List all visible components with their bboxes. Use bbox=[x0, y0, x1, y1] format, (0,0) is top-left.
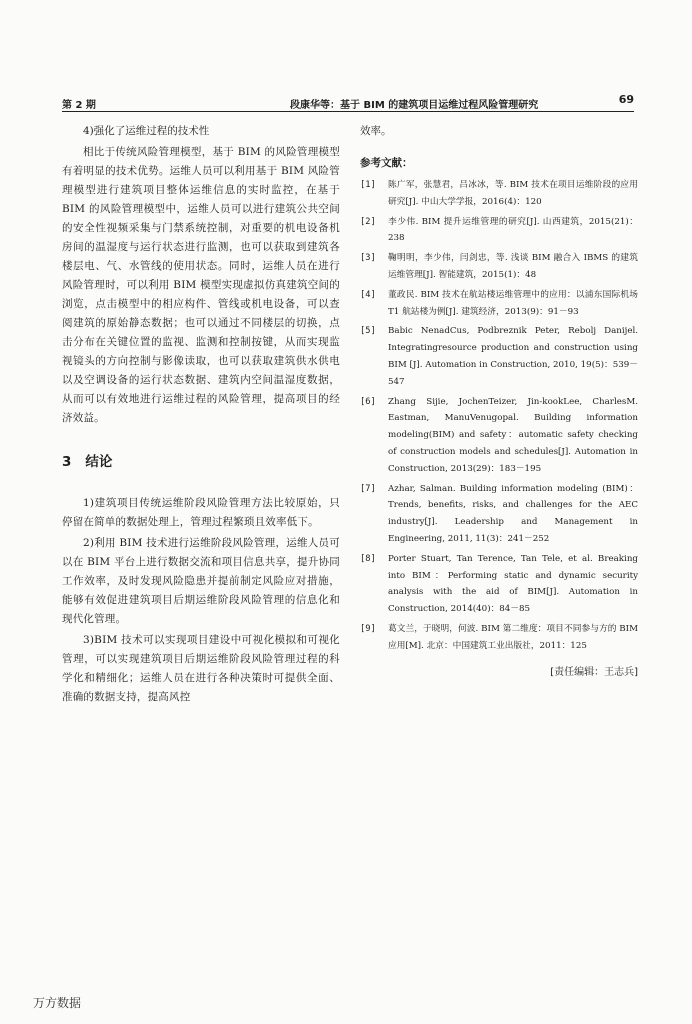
references-title: 参考文献： bbox=[360, 157, 413, 169]
reference-text: Azhar, Salman. Building information modeling (BIM)：Trends, benefits, risks, and challenges for the AEC industry[J]. Leadership and Management in Engineering, 2011, 11(3)：241－252 bbox=[388, 483, 638, 544]
conclusion-item: 3)BIM 技术可以实现项目建设中可视化模拟和可视化管理，可以实现建筑项目后期运维阶段风险管理过程的科学化和精细化；运维人员在进行各种决策时可提供全面、准确的数据支持，提高风控 bbox=[62, 634, 340, 703]
reference-item bbox=[360, 287, 638, 321]
reference-item bbox=[360, 621, 638, 655]
conclusion-item: 2)利用 BIM 技术进行运维阶段风险管理，运维人员可以在 BIM 平台上进行数据交流和项目信息共享，提升协同工作效率，及时发现风险隐患并提前制定风险应对措施，能够有效促进建筑项目后期运维阶段风险管理的信息化和现代化管理。 bbox=[62, 537, 340, 625]
reference-index: [1] bbox=[360, 180, 376, 190]
reference-text: 葛文兰，于晓明，何波. BIM 第二维度：项目不同参与方的 BIM 应用[M]. 北京：中国建筑工业出版社，2011：125 bbox=[388, 623, 638, 651]
reference-index: [6] bbox=[360, 396, 376, 407]
reference-text: Porter Stuart, Tan Terence, Tan Tele, et al. Breaking into BIM：Performing static and dynamic security analysis with the aid of BIM[J]. Automation in Construction, 2014(40)：84－85 bbox=[388, 553, 638, 615]
page-number: 69 bbox=[618, 93, 634, 106]
reference-text: 鞠明明，李少伟，闫剑忠，等. 浅谈 BIM 融合入 IBMS 的建筑运维管理[J]. 智能建筑，2015(1)：48 bbox=[388, 253, 638, 280]
body-paragraph: 相比于传统风险管理模型，基于 BIM 的风险管理模型有着明显的技术优势。运维人员可以利用基于 BIM 风险管理模型进行建筑项目整体运维信息的实时监控，在基于 BIM 的风险管理模型中，运维人员可以进行建筑公共空间的安全性视频采集与门禁系统控制，对重要的机电设备机房间的温湿度与运行状态进行监测，也可以获取到建筑各楼层电、气、水管线的使用状态。同时，运维人员在进行风险管理时，可以利用 BIM 模型实现虚拟仿真建筑空间的浏览，点击模型中的相应构件、管线或机电设备，可以查阅建筑的原始静态数据；也可以通过不同楼层的切换，点击分布在关键位置的监视、监测和控制按键，从而实现监视镜头的方向控制与影像读取，也可以获取建筑供水供电以及空调设备的运行状态数据、建筑内空间温湿度数据，从而可以有效地进行运维过程的风险管理，提高项目的经济效益。 bbox=[62, 146, 340, 424]
section-number: 3 bbox=[62, 454, 72, 470]
continuation-text: 效率。 bbox=[360, 125, 392, 137]
reference-item bbox=[360, 323, 638, 390]
left-column bbox=[62, 122, 340, 709]
responsible-editor: [责任编辑：王志兵] bbox=[550, 666, 638, 678]
reference-index: [8] bbox=[360, 553, 376, 564]
running-title: 段康华等：基于 BIM 的建筑项目运维过程风险管理研究 bbox=[290, 100, 539, 111]
wanfang-logo: 万方数据 bbox=[33, 996, 82, 1010]
reference-item bbox=[360, 481, 638, 548]
reference-text: 董政民. BIM 技术在航站楼运维管理中的应用：以浦东国际机场 T1 航站楼为例[J]. 建筑经济，2013(9)：91－93 bbox=[388, 289, 638, 317]
reference-list bbox=[360, 177, 638, 655]
header-rule bbox=[62, 111, 634, 112]
reference-index: [3] bbox=[360, 253, 376, 264]
reference-item bbox=[360, 394, 638, 478]
section-title: 结论 bbox=[85, 454, 113, 470]
reference-item bbox=[360, 177, 638, 211]
reference-item bbox=[360, 551, 638, 618]
conclusion-item: 1)建筑项目传统运维阶段风险管理方法比较原始，只停留在简单的数据处理上，管理过程繁琐且效率低下。 bbox=[62, 497, 340, 528]
reference-item bbox=[360, 214, 638, 248]
reference-index: [4] bbox=[360, 289, 376, 300]
reference-index: [7] bbox=[360, 483, 376, 494]
subheading: 4)强化了运维过程的技术性 bbox=[83, 125, 210, 137]
reference-index: [2] bbox=[360, 216, 376, 227]
page-header bbox=[62, 93, 634, 111]
section-heading bbox=[62, 450, 340, 470]
reference-text: 陈广军，张慧君，吕冰冰，等. BIM 技术在项目运维阶段的应用研究[J]. 中山大学学报，2016(4)：120 bbox=[388, 180, 638, 207]
reference-text: 李少伟. BIM 提升运维管理的研究[J]. 山西建筑，2015(21)：238 bbox=[388, 216, 638, 244]
reference-text: Zhang Sijie, JochenTeizer, Jin-kookLee, CharlesM. Eastman, ManuVenugopal. Building information modeling(BIM) and safety：automatic safety checking of construction models and schedules[J]. Automation in Construction, 2013(29)：183－195 bbox=[388, 396, 638, 474]
reference-index: [9] bbox=[360, 623, 376, 634]
reference-item bbox=[360, 250, 638, 284]
reference-text: Babic NenadCus, Podbreznik Peter, Rebolj Danijel. Integratingresource production and construction using BIM [J]. Automation in Construction, 2010, 19(5)：539－547 bbox=[388, 326, 638, 387]
reference-index: [5] bbox=[360, 326, 376, 337]
right-column bbox=[360, 122, 638, 678]
journal-issue: 第 2 期 bbox=[62, 100, 96, 111]
